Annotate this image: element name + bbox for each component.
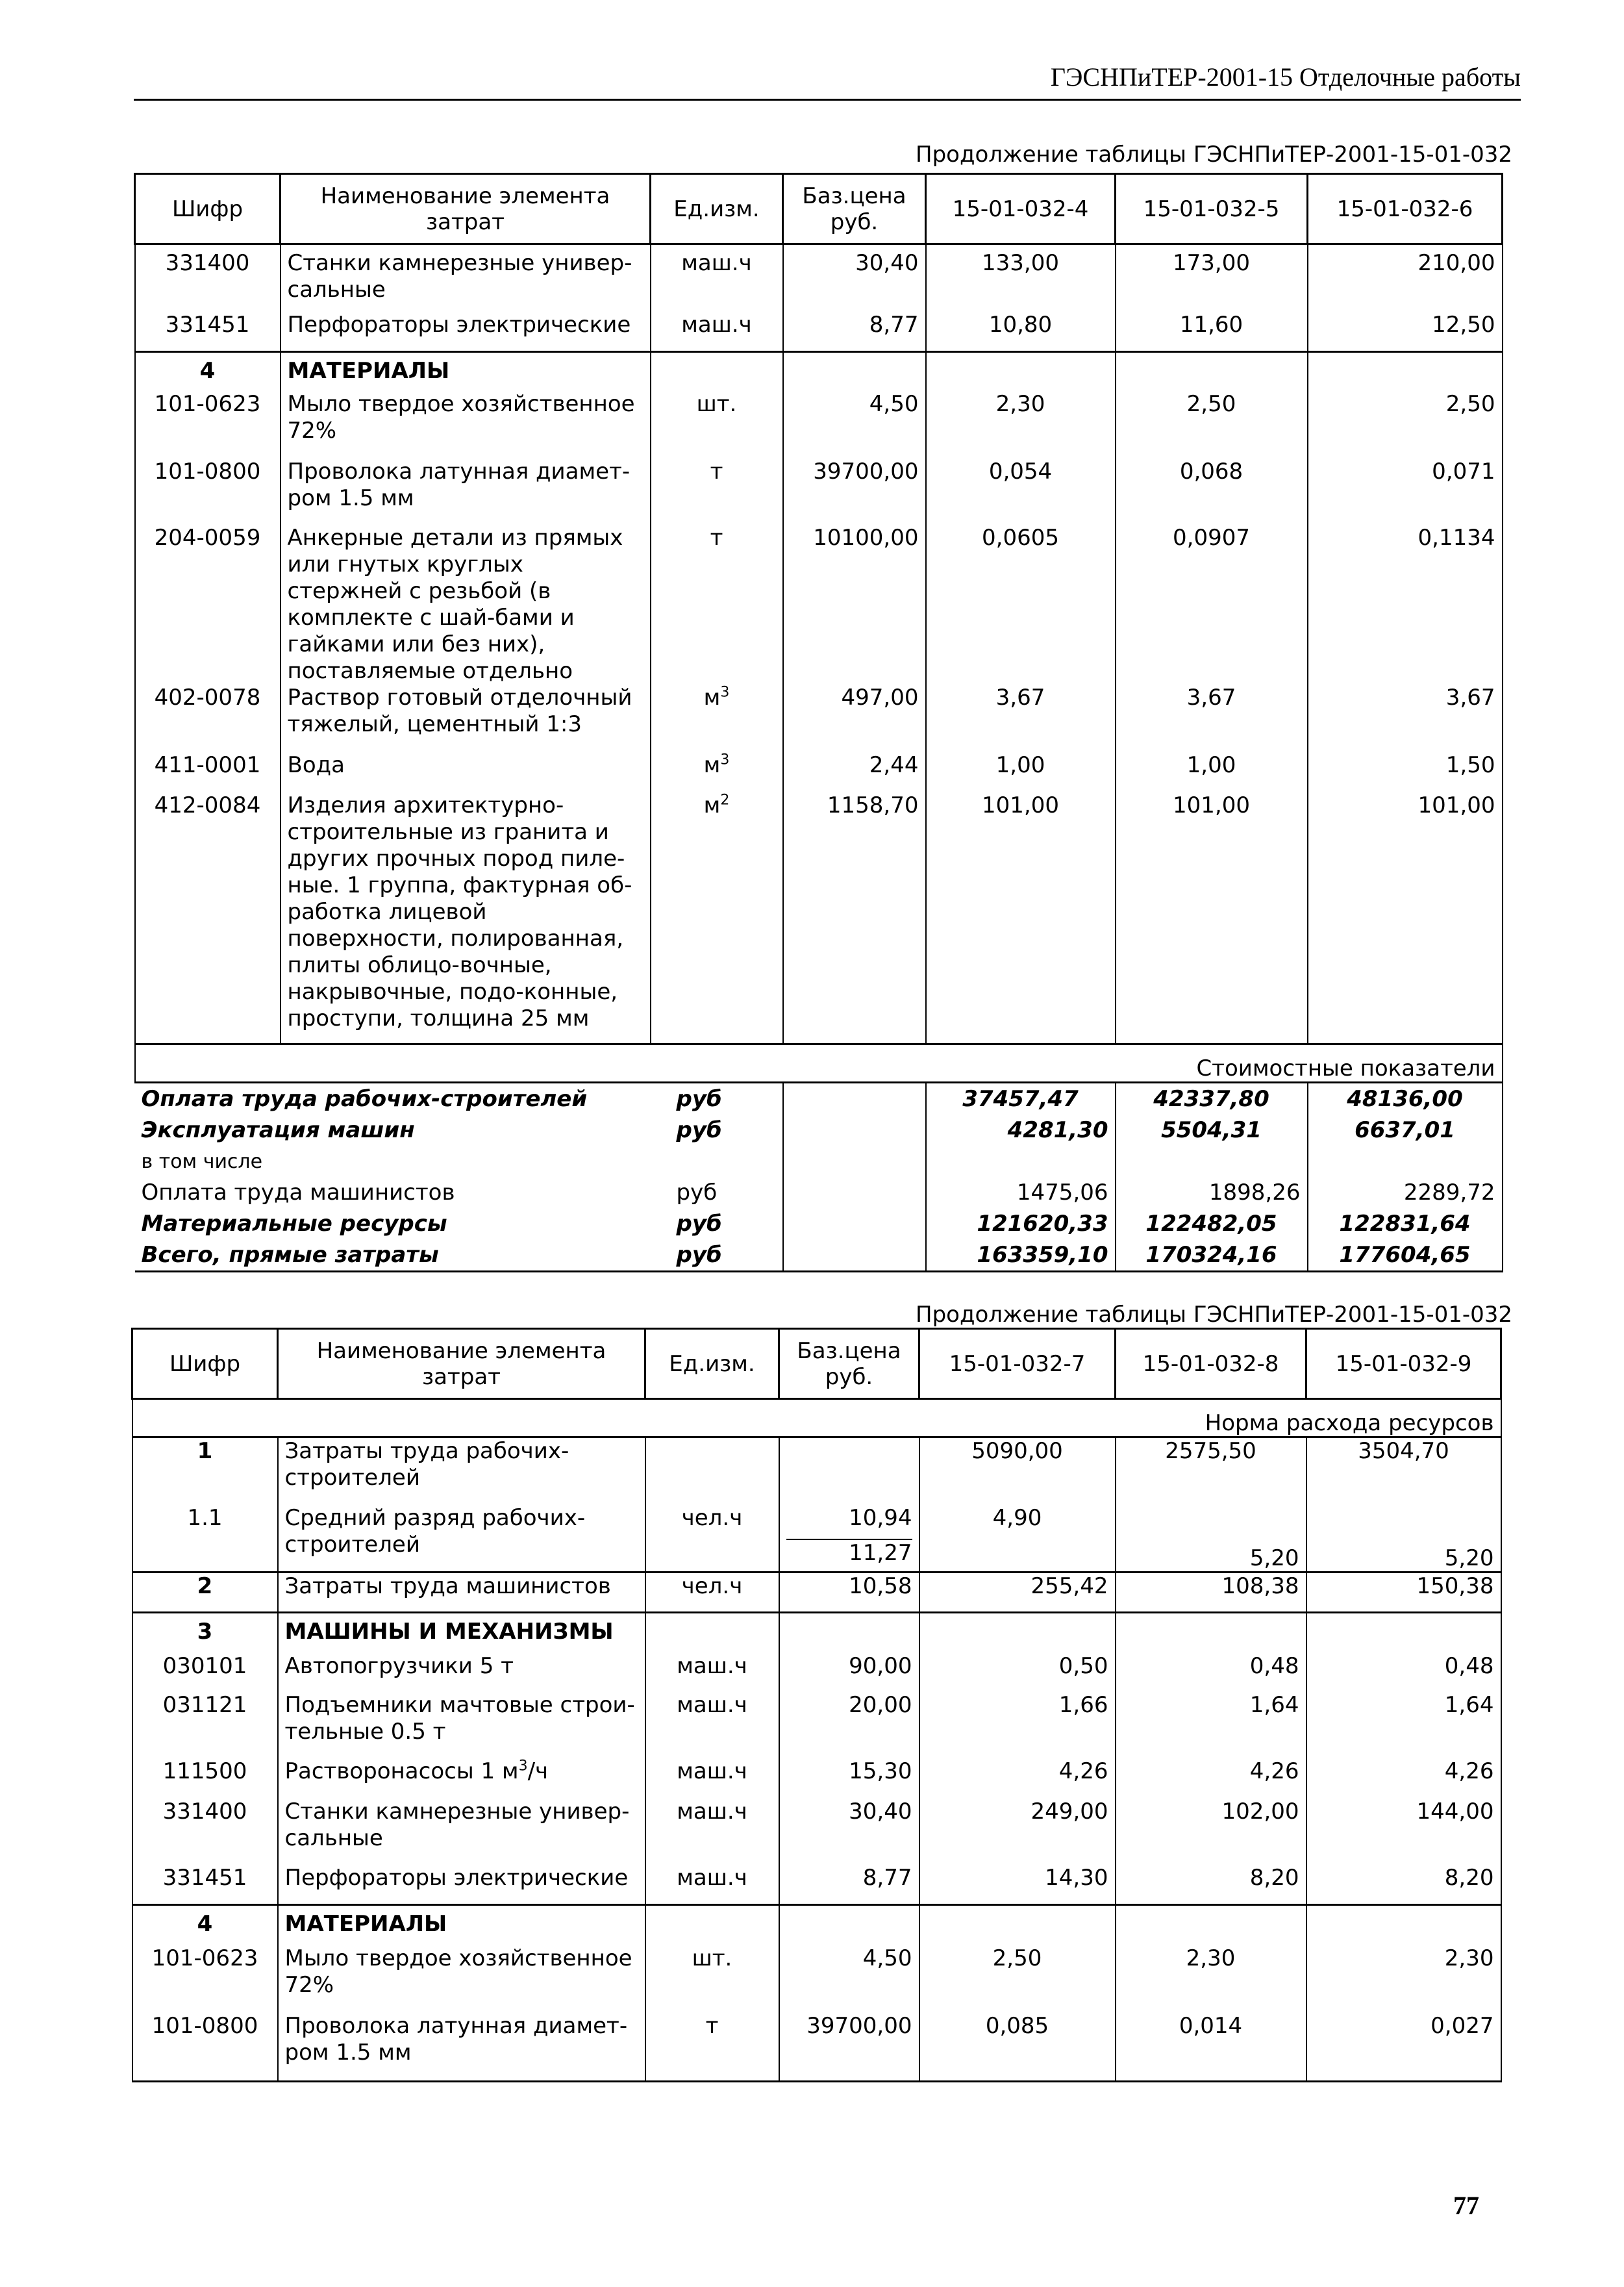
row-unit: шт. <box>651 391 783 459</box>
row-code: 101-0623 <box>132 1945 278 2013</box>
cost-band-label: Стоимостные показатели <box>135 1044 1503 1083</box>
table2-header-row <box>132 1329 1501 1399</box>
row-value-3: 8,20 <box>1306 1865 1501 1905</box>
table1-caption: Продолжение таблицы ГЭСНПиТЕР-2001-15-01-032 <box>916 142 1513 168</box>
row-code: 1.1 <box>132 1505 278 1573</box>
row-value-2: 4,26 <box>1116 1758 1306 1799</box>
row-unit: $м^3$ <box>651 752 783 792</box>
col-unit-header: Ед.изм. <box>645 1329 779 1399</box>
row-code: 2 <box>132 1573 278 1613</box>
row-value-1: 0,085 <box>919 2013 1116 2082</box>
row-value-1: 4,90 <box>919 1505 1116 1573</box>
norm-band-row <box>132 1399 1501 1437</box>
row-name: Раствор готовый отделочный тяжелый, цементный 1:3 <box>281 685 651 752</box>
cost-row <box>135 1177 1503 1208</box>
table2 <box>131 1328 1502 2082</box>
row-unit: маш.ч <box>645 1653 779 1692</box>
row-code: 402-0078 <box>135 685 281 752</box>
row-name: Проволока латунная диамет-ром 1.5 мм <box>278 2013 645 2082</box>
cost-row <box>135 1146 1503 1177</box>
row-value-2: 0,0907 <box>1116 525 1308 685</box>
row-name: Мыло твердое хозяйственное 72% <box>278 1945 645 2013</box>
row-code: 412-0084 <box>135 792 281 1044</box>
row-value-3: 1,64 <box>1306 1692 1501 1758</box>
cost-value-2: 170324,16 <box>1116 1239 1308 1272</box>
cost-label: Материальные ресурсы <box>141 1210 447 1237</box>
row-unit: маш.ч <box>651 244 783 312</box>
table-row <box>132 1437 1501 1505</box>
cost-value-3: 6637,01 <box>1308 1115 1503 1146</box>
row-value-2: 2,50 <box>1116 391 1308 459</box>
row-value-2: 0,068 <box>1116 459 1308 525</box>
cost-value-3: 122831,64 <box>1308 1208 1503 1239</box>
table-row <box>132 1865 1501 1905</box>
row-value-2: 101,00 <box>1116 792 1308 1044</box>
section-title: МАТЕРИАЛЫ <box>281 352 651 391</box>
cost-value-1: 1475,06 <box>926 1177 1116 1208</box>
row-code: 031121 <box>132 1692 278 1758</box>
row-price-b: 11,27 <box>849 1539 912 1566</box>
cost-row <box>135 1083 1503 1115</box>
cost-value-1: 121620,33 <box>926 1208 1116 1239</box>
row-unit: маш.ч <box>645 1692 779 1758</box>
table-row <box>135 685 1503 752</box>
cost-label: Оплата труда рабочих-строителей <box>135 1083 651 1115</box>
row-value-2: 1,00 <box>1116 752 1308 792</box>
row-price: 30,40 <box>783 244 926 312</box>
row-code: 331451 <box>135 312 281 352</box>
section-code: 4 <box>132 1905 278 1945</box>
table-row <box>135 525 1503 685</box>
row-value-3: 1,50 <box>1308 752 1503 792</box>
row-name: Перфораторы электрические <box>278 1865 645 1905</box>
row-value-3: 12,50 <box>1308 312 1503 352</box>
row-code: 101-0623 <box>135 391 281 459</box>
table-row <box>132 1653 1501 1692</box>
row-value-1: 1,66 <box>919 1692 1116 1758</box>
row-code: 204-0059 <box>135 525 281 685</box>
cost-row <box>135 1239 1503 1272</box>
row-price: 10,58 <box>779 1573 919 1613</box>
row-code: 101-0800 <box>132 2013 278 2082</box>
col-v1-header: 15-01-032-4 <box>926 174 1116 244</box>
row-code: 331400 <box>132 1799 278 1865</box>
row-value-3: 4,26 <box>1306 1758 1501 1799</box>
row-name: Изделия архитектурно-строительные из гранита и других прочных пород пиле-ные. 1 группа, фактурная об-работка лицевой поверхности, полированная, плиты облицо-вочные, накрывочные, подо-конные, проступи, толщина 25 мм <box>281 792 651 1044</box>
table2-caption: Продолжение таблицы ГЭСНПиТЕР-2001-15-01-032 <box>916 1302 1513 1328</box>
cost-value-3: 177604,65 <box>1308 1239 1503 1272</box>
row-value-1: 1,00 <box>926 752 1116 792</box>
cost-unit: руб <box>651 1239 783 1272</box>
cost-unit: руб <box>676 1117 722 1143</box>
col-v3-header: 15-01-032-9 <box>1306 1329 1501 1399</box>
row-price: 10100,00 <box>783 525 926 685</box>
table-row <box>135 391 1503 459</box>
col-name-header: Наименование элемента затрат <box>278 1329 645 1399</box>
row-value-2: 5,20 <box>1116 1505 1306 1573</box>
row-value-1: 0,054 <box>926 459 1116 525</box>
row-price <box>779 1437 919 1505</box>
row-price-a: 10,94 <box>786 1505 912 1540</box>
row-value-3: 101,00 <box>1308 792 1503 1044</box>
row-code: 411-0001 <box>135 752 281 792</box>
row-value-3: 0,027 <box>1306 2013 1501 2082</box>
row-value-2: 102,00 <box>1116 1799 1306 1865</box>
row-value-2: 2575,50 <box>1116 1437 1306 1505</box>
table-row <box>132 1505 1501 1573</box>
cost-unit: руб <box>676 1211 722 1237</box>
col-v2-header: 15-01-032-5 <box>1116 174 1308 244</box>
running-head <box>134 56 1521 101</box>
row-unit <box>645 1437 779 1505</box>
col-price-header: Баз.цена руб. <box>779 1329 919 1399</box>
table-row <box>135 244 1503 312</box>
cost-value-1: 4281,30 <box>926 1115 1116 1146</box>
table1-header-row <box>135 174 1503 244</box>
section-title: МАТЕРИАЛЫ <box>278 1905 645 1945</box>
row-value-1: 0,50 <box>919 1653 1116 1692</box>
row-value-3: 3,67 <box>1308 685 1503 752</box>
row-unit: маш.ч <box>645 1758 779 1799</box>
row-value-1: 133,00 <box>926 244 1116 312</box>
row-name: Подъемники мачтовые строи-тельные 0.5 т <box>278 1692 645 1758</box>
row-value-3: 5,20 <box>1306 1505 1501 1573</box>
row-price: 4,50 <box>779 1945 919 2013</box>
row-unit: $м^3$ <box>651 685 783 752</box>
row-value-1: 4,26 <box>919 1758 1116 1799</box>
row-value-2: 1,64 <box>1116 1692 1306 1758</box>
section-code: 3 <box>132 1613 278 1653</box>
row-value-2: 0,014 <box>1116 2013 1306 2082</box>
row-code: 030101 <box>132 1653 278 1692</box>
cost-value-1: 163359,10 <box>926 1239 1116 1272</box>
row-value-1: 0,0605 <box>926 525 1116 685</box>
row-name: Затраты труда машинистов <box>278 1573 645 1613</box>
row-name: Проволока латунная диамет-ром 1.5 мм <box>281 459 651 525</box>
row-value-1: 10,80 <box>926 312 1116 352</box>
row-price: 39700,00 <box>779 2013 919 2082</box>
row-value-1: 249,00 <box>919 1799 1116 1865</box>
row-value-1: 2,50 <box>919 1945 1116 2013</box>
section-title: МАШИНЫ И МЕХАНИЗМЫ <box>278 1613 645 1653</box>
row-name: Растворонасосы 1 $м^3/ч$ <box>278 1758 645 1799</box>
col-name-header: Наименование элемента затрат <box>281 174 651 244</box>
cost-value-2: 122482,05 <box>1116 1208 1308 1239</box>
table-row <box>132 1799 1501 1865</box>
table-row <box>132 2013 1501 2082</box>
cost-value-1: 37457,47 <box>926 1083 1116 1115</box>
row-value-2: 2,30 <box>1116 1945 1306 2013</box>
row-code: 101-0800 <box>135 459 281 525</box>
row-value-2: 8,20 <box>1116 1865 1306 1905</box>
section-row <box>135 352 1503 391</box>
row-unit: маш.ч <box>651 312 783 352</box>
cost-band-row <box>135 1044 1503 1083</box>
row-code: 331400 <box>135 244 281 312</box>
row-unit: шт. <box>645 1945 779 2013</box>
cost-value-3: 2289,72 <box>1308 1177 1503 1208</box>
row-value-3: 3504,70 <box>1306 1437 1501 1505</box>
row-price: 1158,70 <box>783 792 926 1044</box>
row-value-1: 2,30 <box>926 391 1116 459</box>
col-unit-header: Ед.изм. <box>651 174 783 244</box>
row-unit: т <box>645 2013 779 2082</box>
table-row <box>132 1573 1501 1613</box>
row-value-3: 144,00 <box>1306 1799 1501 1865</box>
row-price: 2,44 <box>783 752 926 792</box>
cost-value-3: 48136,00 <box>1308 1083 1503 1115</box>
col-code-header: Шифр <box>135 174 281 244</box>
table-row <box>135 752 1503 792</box>
row-name: Станки камнерезные универ-сальные <box>281 244 651 312</box>
row-value-2: 108,38 <box>1116 1573 1306 1613</box>
row-name: Средний разряд рабочих-строителей <box>278 1505 645 1573</box>
table-row <box>135 792 1503 1044</box>
row-unit: маш.ч <box>645 1865 779 1905</box>
row-value-3: 2,30 <box>1306 1945 1501 2013</box>
col-v1-header: 15-01-032-7 <box>919 1329 1116 1399</box>
row-name: Автопогрузчики 5 т <box>278 1653 645 1692</box>
cost-unit: руб <box>676 1180 718 1206</box>
cost-value-2: 5504,31 <box>1116 1115 1308 1146</box>
row-name: Станки камнерезные универ-сальные <box>278 1799 645 1865</box>
table-row <box>135 312 1503 352</box>
row-value-1: 3,67 <box>926 685 1116 752</box>
row-name: Вода <box>281 752 651 792</box>
col-code-header: Шифр <box>132 1329 278 1399</box>
row-value-3: 150,38 <box>1306 1573 1501 1613</box>
row-price: 15,30 <box>779 1758 919 1799</box>
cost-unit: руб <box>651 1083 783 1115</box>
row-unit: т <box>651 459 783 525</box>
row-price: 39700,00 <box>783 459 926 525</box>
cost-label: Всего, прямые затраты <box>135 1239 651 1272</box>
row-value-3: 0,1134 <box>1308 525 1503 685</box>
row-value-2: 11,60 <box>1116 312 1308 352</box>
row-code: 331451 <box>132 1865 278 1905</box>
cost-row <box>135 1115 1503 1146</box>
row-price: 90,00 <box>779 1653 919 1692</box>
row-value-2: 0,48 <box>1116 1653 1306 1692</box>
row-unit: маш.ч <box>645 1799 779 1865</box>
row-price: 8,77 <box>779 1865 919 1905</box>
col-v3-header: 15-01-032-6 <box>1308 174 1503 244</box>
table-row <box>132 1692 1501 1758</box>
cost-label: в том числе <box>141 1150 263 1173</box>
row-value-3: 2,50 <box>1308 391 1503 459</box>
col-price-header: Баз.цена руб. <box>783 174 926 244</box>
row-name: Затраты труда рабочих-строителей <box>278 1437 645 1505</box>
row-value-2: 3,67 <box>1116 685 1308 752</box>
cost-value-2: 1898,26 <box>1116 1177 1308 1208</box>
row-value-2: 173,00 <box>1116 244 1308 312</box>
section-row <box>132 1613 1501 1653</box>
row-value-1: 255,42 <box>919 1573 1116 1613</box>
row-unit: $м^2$ <box>651 792 783 1044</box>
row-price: 4,50 <box>783 391 926 459</box>
row-value-3: 210,00 <box>1308 244 1503 312</box>
table1 <box>134 173 1503 1272</box>
page-number: 77 <box>1453 2191 1479 2220</box>
row-value-1: 5090,00 <box>919 1437 1116 1505</box>
row-name: Перфораторы электрические <box>281 312 651 352</box>
row-code: 111500 <box>132 1758 278 1799</box>
row-value-1: 101,00 <box>926 792 1116 1044</box>
row-price: 497,00 <box>783 685 926 752</box>
row-price: 30,40 <box>779 1799 919 1865</box>
row-value-3: 0,48 <box>1306 1653 1501 1692</box>
cost-label: Эксплуатация машин <box>141 1117 415 1143</box>
row-name: Анкерные детали из прямых или гнутых круглых стержней с резьбой (в комплекте с шай-бами и гайками или без них), поставляемые отдельно <box>281 525 651 685</box>
row-unit: т <box>651 525 783 685</box>
table-row <box>132 1758 1501 1799</box>
row-unit: чел.ч <box>645 1573 779 1613</box>
table-row <box>132 1945 1501 2013</box>
running-title: ГЭСНПиТЕР-2001-15 Отделочные работы <box>1050 62 1521 92</box>
cost-value-2: 42337,80 <box>1116 1083 1308 1115</box>
table-row <box>135 459 1503 525</box>
row-price: 20,00 <box>779 1692 919 1758</box>
cost-label: Оплата труда машинистов <box>141 1179 455 1206</box>
row-price: 8,77 <box>783 312 926 352</box>
cost-row <box>135 1208 1503 1239</box>
section-code: 4 <box>135 352 281 391</box>
norm-band-label: Норма расхода ресурсов <box>132 1399 1501 1437</box>
row-code: 1 <box>132 1437 278 1505</box>
col-v2-header: 15-01-032-8 <box>1116 1329 1306 1399</box>
row-value-1: 14,30 <box>919 1865 1116 1905</box>
row-unit: чел.ч <box>645 1505 779 1573</box>
row-value-3: 0,071 <box>1308 459 1503 525</box>
section-row <box>132 1905 1501 1945</box>
row-name: Мыло твердое хозяйственное 72% <box>281 391 651 459</box>
row-price <box>779 1505 919 1573</box>
